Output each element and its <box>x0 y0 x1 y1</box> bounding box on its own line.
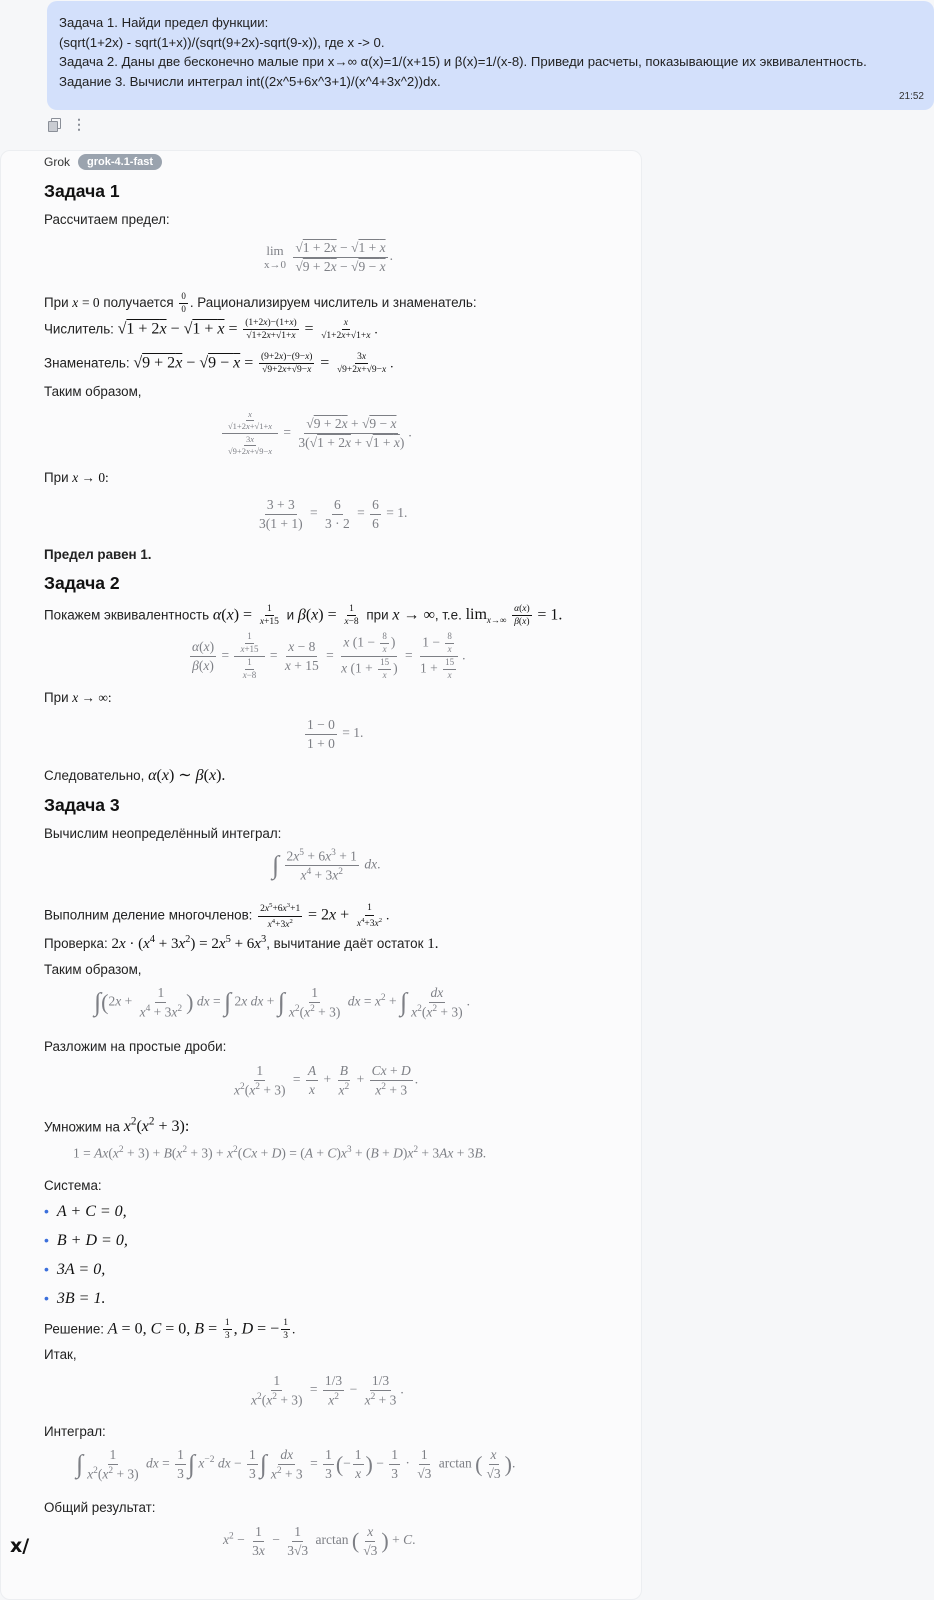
assistant-name: Grok <box>44 155 71 169</box>
task3-integral-solution-formula: ∫ $\frac{1}{x^2(x^2 + 3)}$ dx = $\frac{1}{3}$ ∫ $x^{-2}$ dx − $\frac{1}{3}$ ∫ $\frac{dx}{x^2 + 3}$ = $\frac{1}{3}$ (− $\frac{1}{x}$ ) − $\frac{1}{3}$ · $\frac{1}{√3}$ arctan ( $\frac{x}{√3}$ ). <box>76 1447 516 1482</box>
task3-thus: Таким образом, <box>44 962 142 977</box>
task1-numerator: Числитель: √1 + 2x − √1 + x = $\frac{(1+2x)-(1+x)}{√1+2x+√1+x}$ = $\frac{x}{√1+2x+√1+x}$ . <box>44 318 378 342</box>
task2-at-inf: При x → ∞: <box>44 690 112 705</box>
grok-logo-icon[interactable]: x/ <box>10 1535 30 1557</box>
task3-decomposition-formula: $\frac{1}{x^2(x^2 + 3)}$ = $\frac{1/3}{x^2}$ − $\frac{1/3}{x^2 + 3}$ . <box>251 1373 404 1408</box>
task1-limit-formula: lim x→0 $\frac{√1 + 2x - √1 + x}{√9 + 2x - √9 - x}$ . <box>264 240 393 274</box>
task3-total-label: Общий результат: <box>44 1500 156 1515</box>
task2-heading: Задача 2 <box>44 573 120 593</box>
user-message-line: Задание 3. Вычисли интеграл int((2x^5+6x^3+1)/(x^4+3x^2))dx. <box>59 73 441 89</box>
model-badge[interactable]: grok-4.1-fast <box>78 154 162 170</box>
user-message-line: Задача 1. Найди предел функции: <box>59 15 269 30</box>
system-item: • 3A = 0, <box>44 1261 106 1278</box>
copy-icon[interactable] <box>48 118 60 130</box>
task3-integral-label: Интеграл: <box>44 1424 106 1439</box>
task1-as-x: При x → 0: <box>44 470 109 485</box>
task3-check: Проверка: $2x \cdot (x^4 + 3x^2) = 2x^5 + 6x^3$, вычитание даёт остаток 1. <box>44 934 439 952</box>
task1-evaluation-formula: $\frac{3 + 3}{3(1 + 1)}$ = $\frac{6}{3 \cdot 2}$ = $\frac{6}{6}$ = 1. <box>259 497 408 531</box>
message-timestamp: 21:52 <box>898 91 924 102</box>
task2-ratio-formula: $\frac{\alpha(x)}{\beta(x)}$ = $\frac{\frac{1}{x+15}}{\frac{1}{x-8}}$ = $\frac{x - 8}{x + 15}$ = x (1 − $\frac{8}{x}$ ) x (1 + $\frac{15}{x}$ ) = 1 − $\frac{8}{x}$ 1 + $\frac{15}{x}$ . <box>192 631 466 680</box>
task3-integral-formula: ∫ $\frac{2x^5 + 6x^3 + 1}{x^4 + 3x^2}$ dx. <box>272 848 381 883</box>
task3-division: Выполним деление многочленов: $\frac{2x^5+6x^3+1}{x^4+3x^2}$ = 2x + $\frac{1}{x^4+3x^2}$ . <box>44 902 390 930</box>
user-message-bubble <box>47 1 934 110</box>
task1-simplified-formula: $\frac{\frac{x}{√1+2x+√1+x}}{\frac{3x}{√9+2x+√9-x}}$ = $\frac{√9 + 2x + √9 - x}{3(√1 + 2x + √1 + x)}$ . <box>220 410 412 456</box>
task2-intro: Покажем эквивалентность α(x) = $\frac{1}{x+15}$ и β(x) = $\frac{1}{x-8}$ при x → ∞, т.е. $\lim_{x\to\infty}$ $\frac{\alpha(x)}{\beta(x)}$ = 1. <box>44 604 563 628</box>
task1-at-zero: При x = 0 получается $\frac{0}{0}$ . Рационализируем числитель и знаменатель: <box>44 291 477 314</box>
message-actions <box>48 118 86 130</box>
task1-denominator: Знаменатель: √9 + 2x − √9 − x = $\frac{(9+2x)-(9-x)}{√9+2x+√9-x}$ = $\frac{3x}{√9+2x+√9-x}$ . <box>44 352 394 376</box>
task3-multiply: Умножим на $x^2(x^2 + 3)$: <box>44 1116 190 1136</box>
system-item: • A + C = 0, <box>44 1203 127 1220</box>
task1-intro: Рассчитаем предел: <box>44 212 170 227</box>
task3-so: Итак, <box>44 1347 77 1362</box>
task3-partial-fractions-formula: $\frac{1}{x^2(x^2 + 3)}$ = $\frac{A}{x}$ + $\frac{B}{x^2}$ + $\frac{Cx + D}{x^2 + 3}$ . <box>234 1063 419 1098</box>
task2-conclusion: Следовательно, α(x) ∼ β(x). <box>44 767 226 784</box>
task3-split-integral-formula: ∫(2x + $\frac{1}{x^4 + 3x^2}$ ) dx = ∫ 2x dx + ∫ $\frac{1}{x^2(x^2 + 3)}$ dx = $x^2$ + ∫ $\frac{dx}{x^2(x^2 + 3)}$ . <box>94 985 471 1020</box>
task1-result: Предел равен 1. <box>44 547 152 562</box>
user-message-line: (sqrt(1+2x) - sqrt(1+x))/(sqrt(9+2x)-sqrt(9-x)), где x -> 0. <box>59 34 385 50</box>
task3-intro: Вычислим неопределённый интеграл: <box>44 826 282 841</box>
task2-limit-value-formula: $\frac{1 - 0}{1 + 0}$ = 1. <box>307 717 364 751</box>
user-message-line: Задача 2. Даны две бесконечно малые при x→∞ α(x)=1/(x+15) и β(x)=1/(x-8). Приведи расчеты, показывающие их эквивалентность. <box>59 54 867 69</box>
task1-thus: Таким образом, <box>44 384 142 399</box>
system-item: • 3B = 1. <box>44 1290 106 1307</box>
task3-identity-formula: $1 = Ax(x^2 + 3) + B(x^2 + 3) + x^2(Cx + D) = (A + C)x^3 + (B + D)x^2 + 3Ax + 3B$. <box>73 1145 487 1161</box>
task1-heading: Задача 1 <box>44 181 120 201</box>
task3-system-label: Система: <box>44 1178 102 1193</box>
task3-partial-label: Разложим на простые дроби: <box>44 1039 227 1054</box>
system-item: • B + D = 0, <box>44 1232 128 1249</box>
more-options-icon[interactable]: ⋮ <box>72 116 86 132</box>
model-header <box>44 154 162 170</box>
task3-heading: Задача 3 <box>44 795 120 815</box>
task3-final-result-formula: $x^2$ − $\frac{1}{3x}$ − $\frac{1}{3√3}$ arctan ( $\frac{x}{√3}$ ) + C. <box>223 1524 416 1558</box>
task3-solution: Решение: A = 0, C = 0, B = $\frac{1}{3}$ , D = − $\frac{1}{3}$ . <box>44 1318 296 1342</box>
